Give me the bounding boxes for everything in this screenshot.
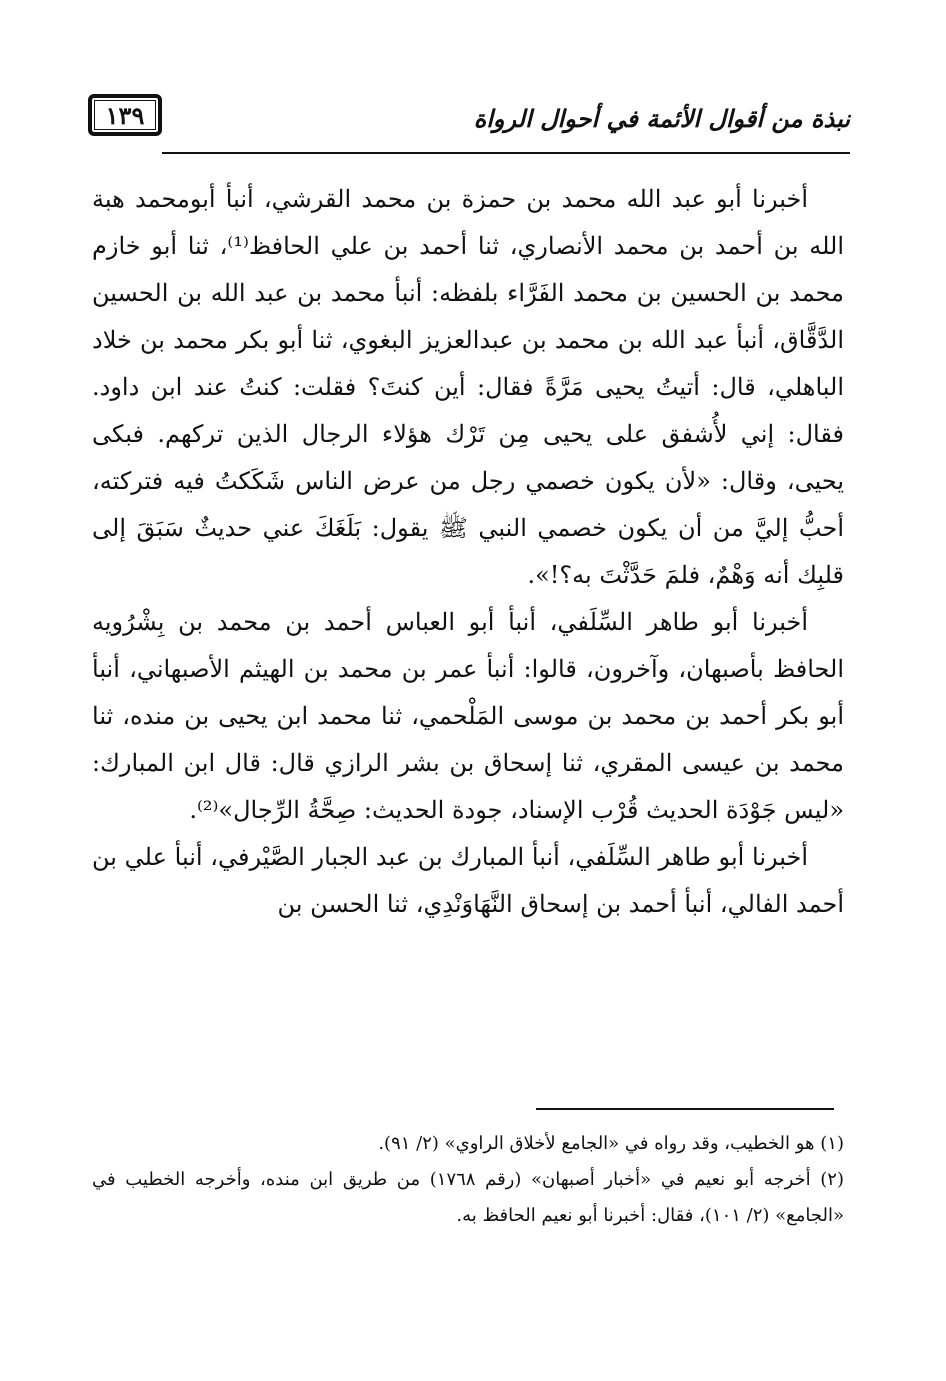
main-text: [92, 176, 844, 928]
header-rule: [162, 152, 850, 154]
footnote-2: (٢) أخرجه أبو نعيم في «أخبار أصبهان» (رقم ١٧٦٨) من طريق ابن منده، وأخرجه الخطيب في «الجامع» (٢/ ١٠١)، فقال: أخبرنا أبو نعيم الحافظ به.: [92, 1169, 844, 1226]
page-number: ١٣٩: [88, 94, 162, 136]
footnote-1: (١) هو الخطيب، وقد رواه في «الجامع لأخلاق الراوي» (٢/ ٩١).: [378, 1133, 844, 1154]
footnotes: [92, 1126, 844, 1234]
paragraph-2: أخبرنا أبو طاهر السِّلَفي، أنبأ أبو العباس أحمد بن محمد بن بِشْرُويه الحافظ بأصبهان، وآخرون، قالوا: أنبأ عمر بن محمد بن الهيثم الأصبهاني، أنبأ أبو بكر أحمد بن محمد بن موسى المَلْحمي، ثنا محمد ابن يحيى بن منده، ثنا محمد بن عيسى المقري، ثنا إسحاق بن بشر الرازي قال: قال ابن المبارك: «ليس جَوْدَة الحديث قُرْب الإسناد، جودة الحديث: صِحَّةُ الرِّجال»⁽²⁾.: [92, 608, 844, 824]
running-title: نبذة من أقوال الأئمة في أحوال الرواة: [473, 104, 850, 133]
footnote-separator: [536, 1108, 834, 1110]
page-header: [88, 92, 850, 154]
paragraph-1: أخبرنا أبو عبد الله محمد بن حمزة بن محمد القرشي، أنبأ أبومحمد هبة الله بن أحمد بن محمد الأنصاري، ثنا أحمد بن علي الحافظ⁽¹⁾، ثنا أبو خازم محمد بن الحسين بن محمد الفَرَّاء بلفظه: أنبأ محمد بن عبد الله بن الحسين الدَّقَّاق، أنبأ عبد الله بن محمد بن عبدالعزيز البغوي، ثنا أبو بكر محمد بن خلاد الباهلي، قال: أتيتُ يحيى مَرَّةً فقال: أين كنتَ؟ فقلت: كنتُ عند ابن داود. فقال: إني لأُشفق على يحيى مِن تَرْك هؤلاء الرجال الذين تركهم. فبكى يحيى، وقال: «لأن يكون خصمي رجل من عرض الناس شَكَكتُ فيه فتركته، أحبُّ إليَّ من أن يكون خصمي النبي ﷺ يقول: بَلَغَكَ عني حديثٌ سَبَقَ إلى قلبِك أنه وَهْمٌ، فلمَ حَدَّثْتَ به؟!».: [92, 185, 845, 589]
paragraph-3: أخبرنا أبو طاهر السِّلَفي، أنبأ المبارك بن عبد الجبار الصَّيْرفي، أنبأ علي بن أحمد الفالي، أنبأ أحمد بن إسحاق النَّهَاوَنْدِي، ثنا الحسن بن: [92, 843, 844, 918]
